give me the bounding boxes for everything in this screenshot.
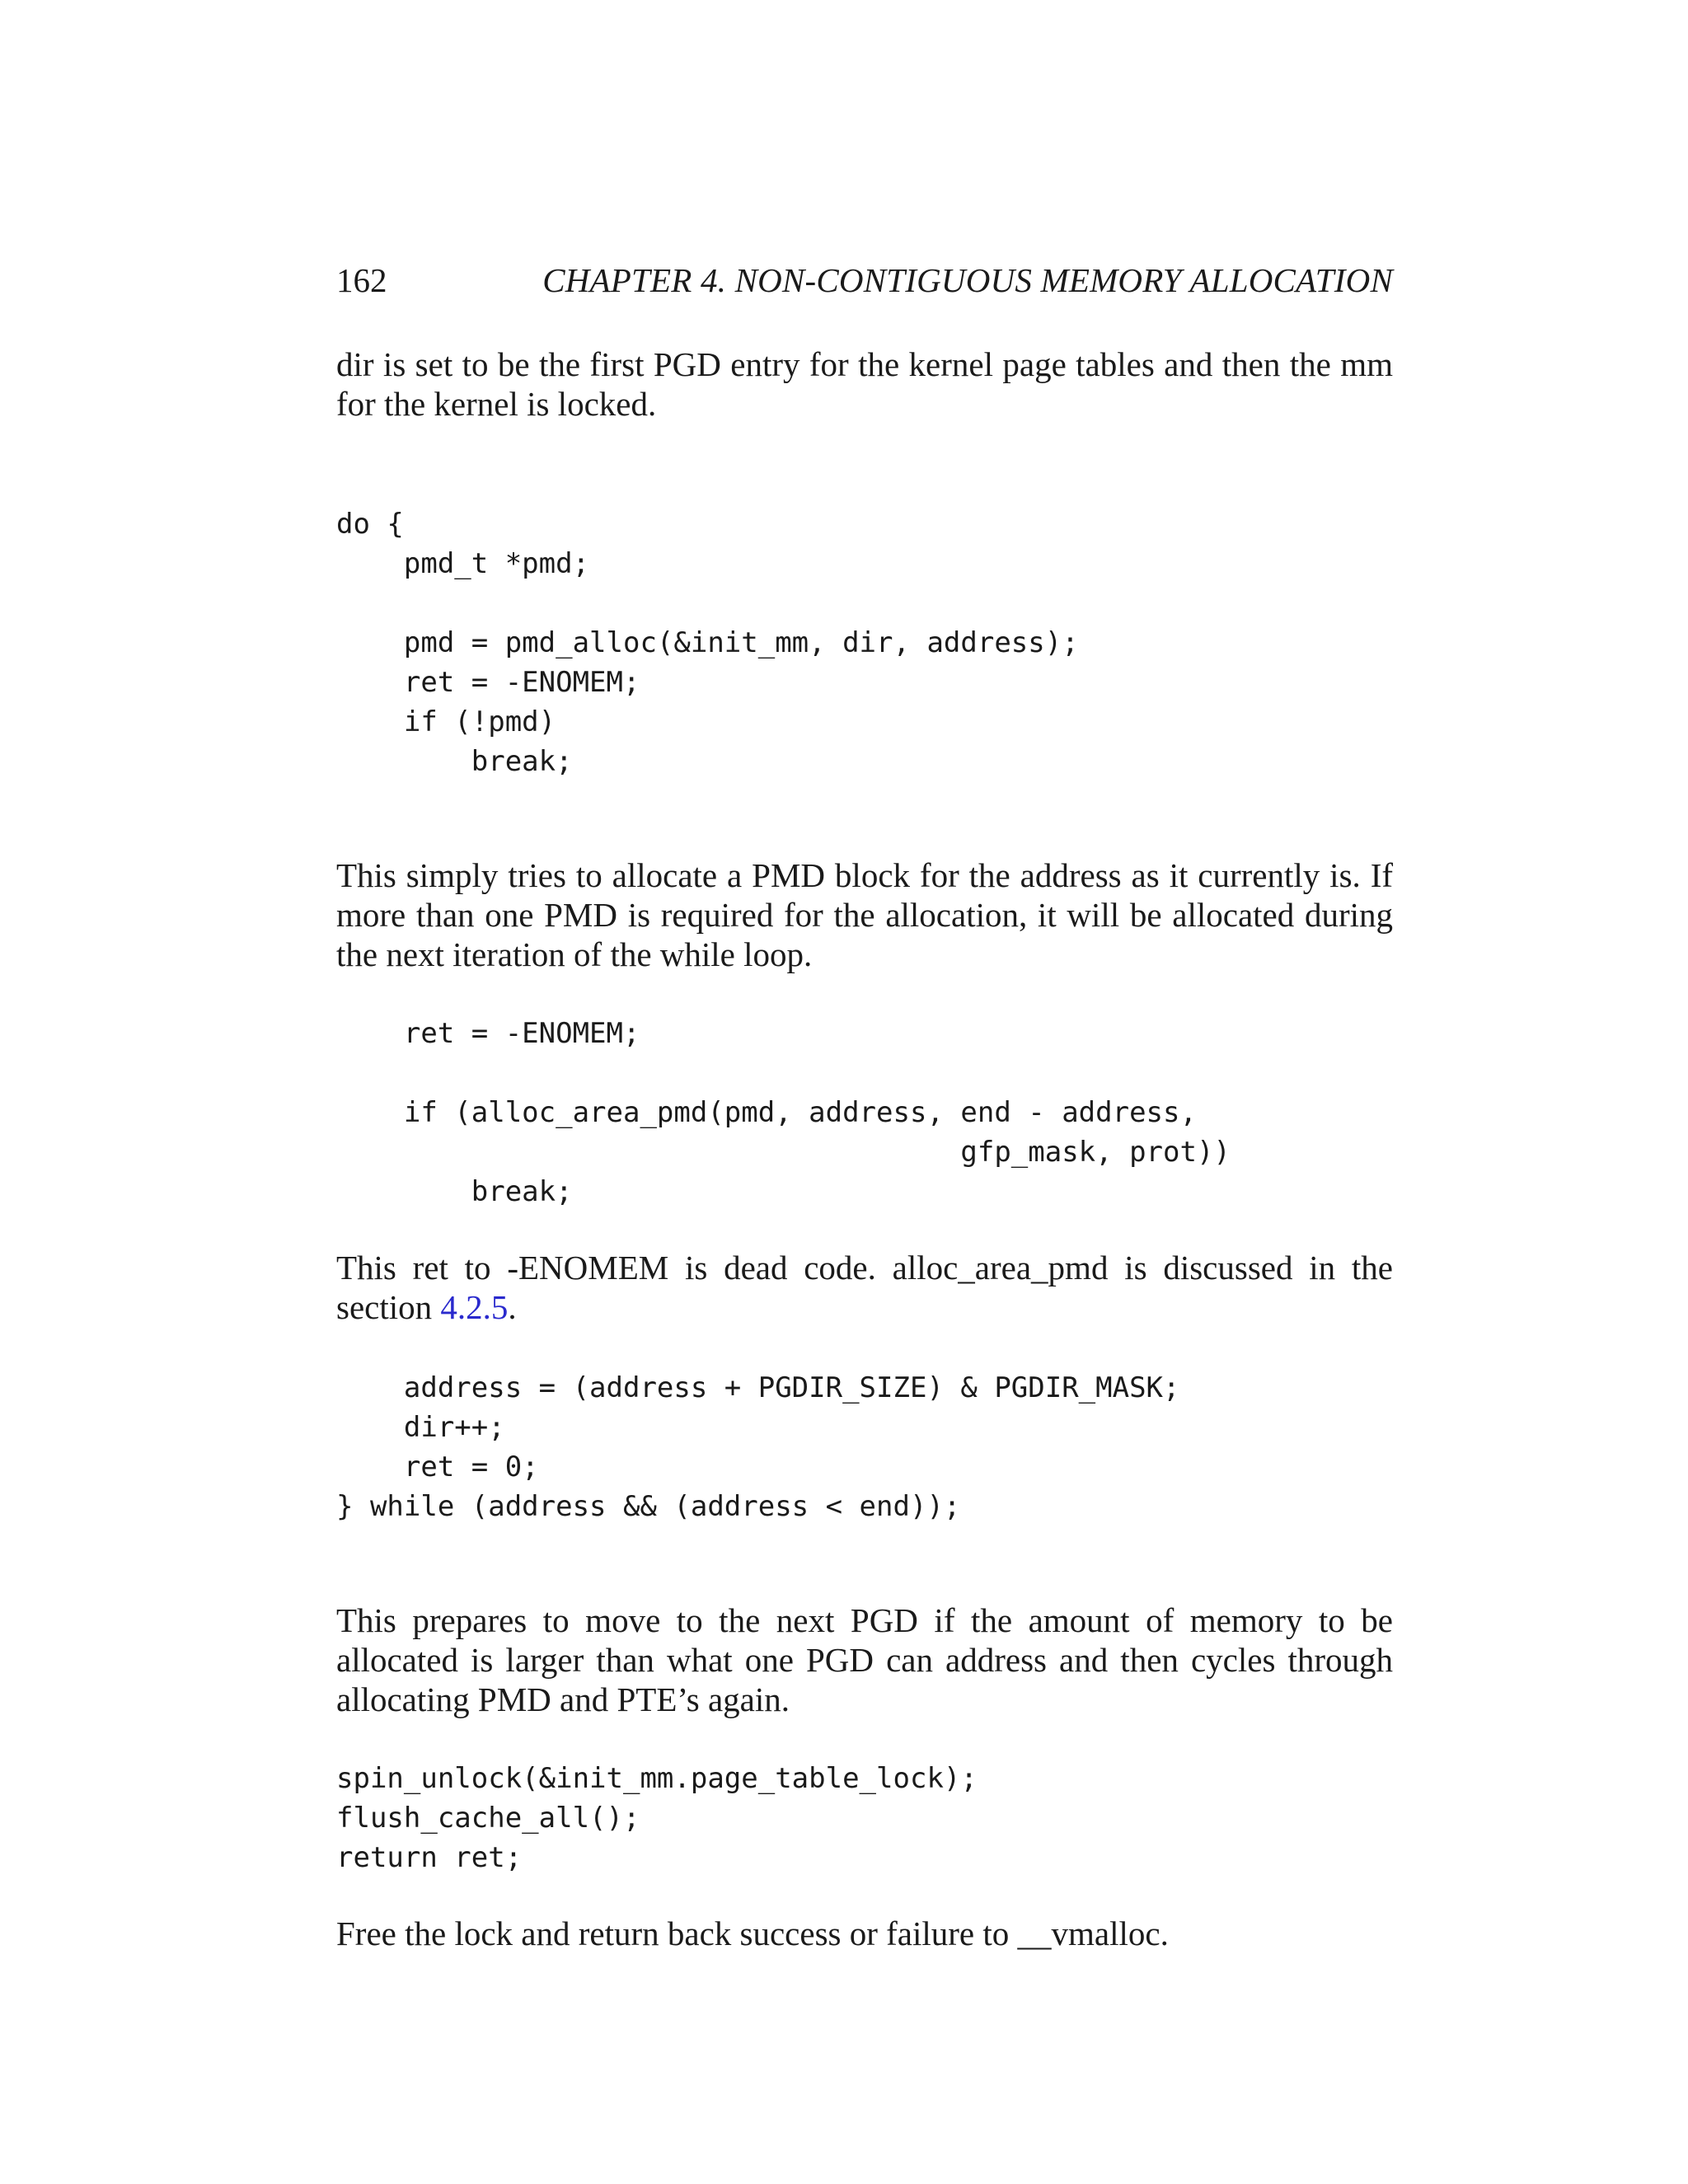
paragraph-pmd-explanation: This simply tries to allocate a PMD block for the address as it currently is. If more than one PMD is required for the allocation, it will be allocated during the next iteration of the while loop. <box>336 856 1393 973</box>
paragraph-next-pgd: This prepares to move to the next PGD if the amount of memory to be allocated is larger than what one PGD can address and then cycles through allocating PMD and PTE’s again. <box>336 1601 1393 1718</box>
code-line: address = (address + PGDIR_SIZE) & PGDIR_MASK; <box>336 1371 1180 1404</box>
page-header <box>336 255 1393 305</box>
code-line: gfp_mask, prot)) <box>336 1136 1231 1169</box>
code-line: pmd = pmd_alloc(&init_mm, dir, address); <box>336 626 1079 659</box>
code-line: ret = -ENOMEM; <box>336 1017 640 1050</box>
code-line: do { <box>336 508 404 541</box>
code-line: ret = -ENOMEM; <box>336 666 640 699</box>
code-block-while-loop <box>336 1368 1180 1526</box>
code-line: ret = 0; <box>336 1451 539 1483</box>
code-line: return ret; <box>336 1841 523 1874</box>
paragraph-dead-code <box>336 1248 1393 1327</box>
code-line: dir++; <box>336 1411 505 1444</box>
code-line: if (!pmd) <box>336 705 556 738</box>
code-block-alloc-area-pmd <box>336 1014 1231 1212</box>
code-line: break; <box>336 1175 573 1208</box>
running-title: CHAPTER 4. NON-CONTIGUOUS MEMORY ALLOCATION <box>542 261 1393 299</box>
code-line: flush_cache_all(); <box>336 1802 640 1835</box>
page-number: 162 <box>336 261 387 299</box>
code-line: break; <box>336 745 573 778</box>
code-line: pmd_t *pmd; <box>336 547 590 580</box>
code-line: spin_unlock(&init_mm.page_table_lock); <box>336 1762 978 1795</box>
paragraph-dir-intro: dir is set to be the first PGD entry for the kernel page tables and then the mm for the kernel is locked. <box>336 345 1393 423</box>
section-reference-link[interactable]: 4.2.5 <box>440 1288 509 1326</box>
paragraph-text: This ret to -ENOMEM is dead code. alloc_area_pmd is discussed in the section <box>336 1249 1393 1326</box>
code-line <box>336 1053 1231 1093</box>
code-line: if (alloc_area_pmd(pmd, address, end - address, <box>336 1096 1197 1129</box>
code-line: } while (address && (address < end)); <box>336 1490 961 1523</box>
code-line <box>336 583 1079 623</box>
code-block-pmd-alloc <box>336 504 1079 781</box>
code-block-unlock <box>336 1759 978 1877</box>
paragraph-text: . <box>508 1288 517 1326</box>
paragraph-free-lock: Free the lock and return back success or failure to __vmalloc. <box>336 1915 1169 1952</box>
